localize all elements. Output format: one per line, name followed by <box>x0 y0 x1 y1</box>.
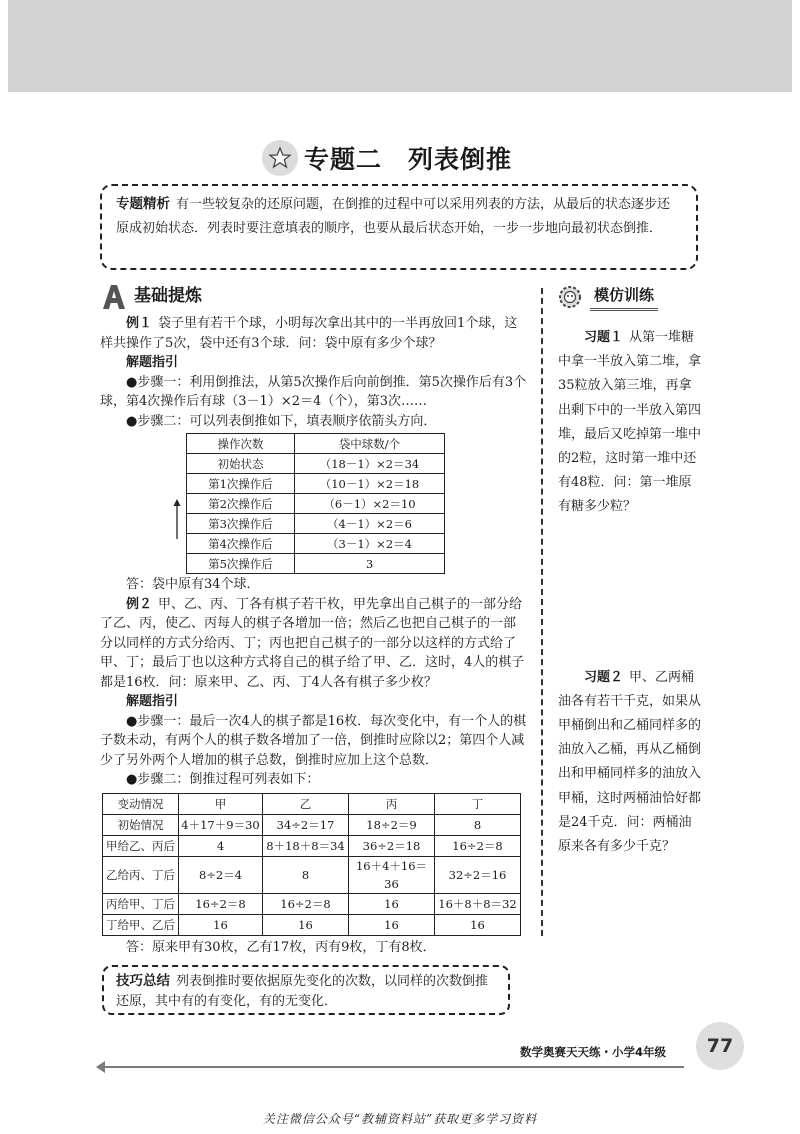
table-cell: 4 <box>179 835 263 856</box>
table-cell: 16 <box>435 914 521 935</box>
table-cell: 第3次操作后 <box>187 514 295 534</box>
intro-box <box>100 184 698 270</box>
basics-title: 基础提炼 <box>134 286 202 307</box>
table-cell: 8 <box>263 856 349 893</box>
a-letter-icon <box>100 284 128 310</box>
table-cell: 丙给甲、丁后 <box>103 893 179 914</box>
practice-ex1 <box>558 326 702 520</box>
practice-ex2 <box>558 666 702 860</box>
ex2-step1: ●步骤一：最后一次4人的棋子都是16枚．每次变化中，有一个人的棋子数未动，有两个人的棋子数各增加了一倍，倒推时应除以2；第四个人减少了另外两个人增加的棋子总数，倒推时应加上这个总数． <box>100 713 527 768</box>
table-cell: 18÷2＝9 <box>349 814 435 835</box>
practice-title: 模仿训练 <box>590 283 658 310</box>
table-cell: 第1次操作后 <box>187 474 295 494</box>
table-row <box>103 914 521 935</box>
table-cell: 16÷2＝8 <box>179 893 263 914</box>
ex1-answer: 答：袋中原有34个球． <box>126 577 260 592</box>
footer-rule <box>104 1066 684 1068</box>
page-number: 77 <box>706 1035 734 1057</box>
table-header-row <box>187 434 445 454</box>
table-row <box>187 454 445 474</box>
table-cell: 第2次操作后 <box>187 494 295 514</box>
table-cell: 16＋4＋16＝36 <box>349 856 435 893</box>
top-header-band <box>8 0 792 92</box>
table-cell: 初始情况 <box>103 814 179 835</box>
ex2-step2: ●步骤二：倒推过程可列表如下： <box>126 772 320 787</box>
table-cell: 16 <box>263 914 349 935</box>
practice-column <box>558 282 702 859</box>
table-header-cell: 操作次数 <box>187 434 295 454</box>
practice-ex2-label: 习题２ <box>584 669 624 685</box>
table-cell: 丁给甲、乙后 <box>103 914 179 935</box>
page-number-badge <box>696 1022 744 1070</box>
table-cell: 4＋17＋9＝30 <box>179 814 263 835</box>
ex1-table-wrap <box>186 433 528 574</box>
table-row <box>103 893 521 914</box>
table-row <box>187 534 445 554</box>
skill-tag: 技巧总结 <box>116 973 170 989</box>
table-cell: （18－1）×2＝34 <box>295 454 445 474</box>
table-header-cell: 袋中球数/个 <box>295 434 445 454</box>
ex1-table <box>186 433 445 574</box>
table-header-cell: 乙 <box>263 793 349 814</box>
skill-summary-box <box>102 965 510 1015</box>
table-header-row <box>103 793 521 814</box>
table-header-cell: 丙 <box>349 793 435 814</box>
table-cell: 34÷2＝17 <box>263 814 349 835</box>
table-row <box>187 514 445 534</box>
ex2-problem <box>100 595 528 693</box>
table-row <box>187 554 445 574</box>
table-cell: 第4次操作后 <box>187 534 295 554</box>
bottom-note: 关注微信公众号“教辅资料站”获取更多学习资料 <box>262 1112 538 1126</box>
ex2-problem-text: 甲、乙、丙、丁各有棋子若干枚，甲先拿出自己棋子的一部分给了乙、丙，使乙、丙每人的棋子各增加一倍；然后乙也把自己棋子的一部分以同样的方式分给丙、丁；丙也把自己棋子的一部分以这样的方式给了甲、丁；最后丁也以这种方式将自己的棋子给了甲、乙．这时，4人的棋子都是16枚．问：原来甲、乙、丙、丁4人各有棋子多少枚？ <box>100 596 525 690</box>
table-cell: 8＋18＋8＝34 <box>263 835 349 856</box>
table-cell: 32÷2＝16 <box>435 856 521 893</box>
ex1-step2: ●步骤二：可以列表倒推如下，填表顺序依箭头方向． <box>126 413 437 429</box>
title-main: 列表倒推 <box>408 145 513 174</box>
table-cell: （3－1）×2＝4 <box>295 534 445 554</box>
footer-book-title: 数学奥赛天天练・小学4年级 <box>520 1045 667 1059</box>
intro-text: 有一些较复杂的还原问题，在倒推的过程中可以采用列表的方法，从最后的状态逐步还原成初始状态．列表时要注意填表的顺序，也要从最后状态开始，一步一步地向最初状态倒推． <box>116 197 671 236</box>
arrow-up-icon <box>172 499 182 539</box>
ex2-answer: 答：原来甲有30枚，乙有17枚，丙有9枚，丁有8枚． <box>126 939 436 955</box>
basics-column <box>100 282 528 1015</box>
table-cell: 第5次操作后 <box>187 554 295 574</box>
table-cell: 8÷2＝4 <box>179 856 263 893</box>
table-row <box>187 474 445 494</box>
ex1-step1: ●步骤一：利用倒推法，从第5次操作后向前倒推．第5次操作后有3个球，第4次操作后有球（3－1）×2＝4（个），第3次…… <box>100 374 527 409</box>
skill-text: 列表倒推时要依据原先变化的次数，以同样的次数倒推还原，其中有的有变化，有的无变化． <box>116 974 489 1009</box>
practice-heading <box>558 282 702 312</box>
table-header-cell: 丁 <box>435 793 521 814</box>
star-icon <box>262 140 298 176</box>
table-cell: 16 <box>179 914 263 935</box>
topic-title <box>262 138 512 178</box>
table-cell: （4－1）×2＝6 <box>295 514 445 534</box>
table-cell: 16 <box>349 893 435 914</box>
table-cell: 乙给丙、丁后 <box>103 856 179 893</box>
table-row <box>103 856 521 893</box>
ex1-problem <box>100 314 528 353</box>
table-row <box>187 494 445 514</box>
table-header-cell: 变动情况 <box>103 793 179 814</box>
table-row <box>103 835 521 856</box>
ex1-guide-title: 解题指引 <box>126 355 179 370</box>
table-cell: 16÷2＝8 <box>263 893 349 914</box>
table-header-cell: 甲 <box>179 793 263 814</box>
practice-ex2-text: 甲、乙两桶油各有若干千克，如果从甲桶倒出和乙桶同样多的油放入乙桶，再从乙桶倒出和甲桶同样多的油放入甲桶，这时两桶油恰好都是24千克．问：两桶油原来各有多少千克？ <box>558 669 702 855</box>
table-cell: 36÷2＝18 <box>349 835 435 856</box>
column-divider <box>541 288 543 936</box>
table-cell: 16÷2＝8 <box>435 835 521 856</box>
gear-face-icon <box>558 285 582 309</box>
table-cell: 16＋8＋8＝32 <box>435 893 521 914</box>
table-cell: 16 <box>349 914 435 935</box>
table-row <box>103 814 521 835</box>
practice-ex1-text: 从第一堆糖中拿一半放入第二堆，拿35粒放入第三堆，再拿出剩下中的一半放入第四堆，最后又吃掉第一堆中的2粒，这时第一堆中还有48粒．问：第一堆原有糖多少粒？ <box>558 330 702 515</box>
practice-ex1-label: 习题１ <box>584 330 624 345</box>
ex2-label: 例２ <box>126 596 153 612</box>
ex1-problem-text: 袋子里有若干个球，小明每次拿出其中的一半再放回1个球，这样共操作了5次，袋中还有3个球．问：袋中原有多少个球？ <box>100 316 518 351</box>
ex2-table <box>102 793 521 936</box>
table-cell: 8 <box>435 814 521 835</box>
table-cell: （6－1）×2＝10 <box>295 494 445 514</box>
intro-tag: 专题精析 <box>116 196 170 212</box>
basics-heading <box>100 282 528 312</box>
title-prefix: 专题二 <box>304 145 383 174</box>
table-cell: （10－1）×2＝18 <box>295 474 445 494</box>
table-cell: 3 <box>295 554 445 574</box>
table-cell: 初始状态 <box>187 454 295 474</box>
table-cell: 甲给乙、丙后 <box>103 835 179 856</box>
ex1-label: 例１ <box>126 316 153 331</box>
ex2-guide-title: 解题指引 <box>126 694 179 709</box>
